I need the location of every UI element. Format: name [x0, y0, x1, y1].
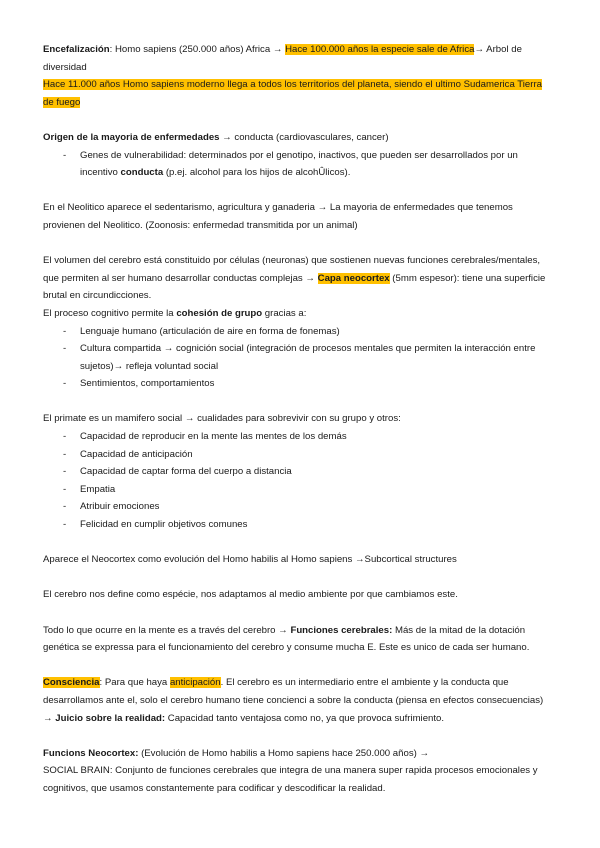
list-cualidades	[43, 428, 555, 534]
paragraph-proceso-cognitivo	[43, 305, 555, 323]
list-item: - Lenguaje humano (articulación de aire en forma de fonemas)	[43, 323, 555, 341]
text: gracias a:	[262, 307, 307, 319]
paragraph-origen	[43, 129, 555, 147]
text: El proceso cognitivo permite la	[43, 307, 177, 319]
paragraph-cerebro-define: El cerebro nos define como espécie, nos adaptamos al medio ambiente por que cambiamos este.	[43, 589, 458, 601]
paragraph-11000	[43, 76, 555, 111]
term-encefalizacion: Encefalización	[43, 44, 110, 55]
highlight-11000: Hace 11.000 años Homo sapiens moderno llega a todos los territorios del planeta, siendo el ultimo Sudamerica Tierra de fuego	[43, 79, 542, 108]
paragraph-social-brain: SOCIAL BRAIN: Conjunto de funciones cerebrales que integra de una manera super rapida procesos emocionales y cognitivos, que usamos constantemente para codificar y descodificar la realidad.	[43, 765, 538, 794]
text: Genes de vulnerabilidad: determinados por el genotipo, inactivos, que pueden ser desarrollados por un incentivo	[80, 149, 518, 179]
text: (p.ej. alcohol para los hijos de alcohÛlicos).	[163, 167, 351, 179]
text: → Arbol de diversidad	[43, 44, 522, 73]
term-conducta: conducta	[120, 167, 164, 179]
highlight-consciencia: Consciencia	[43, 677, 100, 689]
term-funcions-neocortex: Funcions Neocortex:	[43, 747, 139, 759]
term-funciones-cerebrales: Funciones cerebrales:	[290, 624, 393, 636]
highlight-anticipacion: anticipación	[169, 677, 221, 689]
list-item: - Atribuir emociones	[43, 498, 555, 516]
text: Capacidad tanto ventajosa como no, ya que provoca sufrimiento.	[165, 712, 445, 724]
paragraph-primate: El primate es un mamifero social → cualidades para sobrevivir con su grupo y otros:	[43, 413, 401, 425]
paragraph-encefalizacion	[43, 41, 555, 76]
text: → conducta (cardiovasculares, cancer)	[219, 131, 389, 143]
list-item: - Sentimientos, comportamientos	[43, 375, 555, 393]
text: : Homo sapiens (250.000 años) Africa →	[109, 44, 286, 55]
term-cohesion: cohesión de grupo	[176, 307, 263, 319]
paragraph-neocortex-evolucion: Aparece el Neocortex como evolución del Homo habilis al Homo sapiens →Subcortical structures	[43, 554, 457, 566]
list-cohesion	[43, 323, 555, 393]
paragraph-funcions-neocortex	[43, 745, 555, 763]
list-origen	[43, 147, 555, 182]
list-item: - Capacidad de captar forma del cuerpo a distancia	[43, 463, 555, 481]
list-item: - Felicidad en cumplir objetivos comunes	[43, 516, 555, 534]
term-juicio-realidad: Juicio sobre la realidad:	[55, 712, 166, 724]
highlight-capa-neocortex: Capa neocortex	[317, 272, 390, 284]
paragraph-consciencia	[43, 674, 555, 727]
highlight-100000: Hace 100.000 años la especie sale de Africa	[285, 44, 475, 55]
list-item: - Capacidad de anticipación	[43, 446, 555, 464]
term-origen-enfermedades: Origen de la mayoria de enfermedades	[43, 131, 220, 143]
list-item: - Cultura compartida → cognición social (integración de procesos mentales que permiten la interacción entre sujetos)→ refleja voluntad social	[43, 340, 555, 375]
text: (5mm espesor): tiene una superficie brutal en circundicciones.	[43, 272, 546, 302]
paragraph-volumen-cerebro	[43, 252, 555, 305]
text: (Evolución de Homo habilis a Homo sapiens hace 250.000 años) →	[138, 747, 430, 759]
list-item	[43, 147, 555, 182]
text: . El cerebro es un intermediario entre el ambiente y la conducta que desarrollamos ante el, solo el cerebro humano tiene concienci a sobre la conducta (piensa en efectos consecuencias) →	[43, 677, 544, 724]
text: Todo lo que ocurre en la mente es a través del cerebro →	[43, 624, 291, 636]
list-item: - Capacidad de reproducir en la mente las mentes de los demás	[43, 428, 555, 446]
text: : Para que haya	[99, 677, 170, 689]
paragraph-funciones-cerebrales	[43, 622, 555, 657]
text: Más de la mitad de la dotación genética se expressa para el funcionamiento del cerebro y consume mucha E. Este es unico de cada ser humano.	[43, 624, 530, 654]
text: El volumen del cerebro está constituido por células (neuronas) que sostienen nuevas funciones cerebrales/mentales, que permiten al ser humano desarrollar conductas complejas →	[43, 255, 541, 284]
list-item: - Empatia	[43, 481, 555, 499]
document-body	[43, 41, 555, 798]
paragraph-neolitico: En el Neolitico aparece el sedentarismo, agricultura y ganaderia → La mayoria de enfermedades que tenemos provienen del Neolitico. (Zoonosis: enfermedad transmitida por un animal)	[43, 202, 513, 231]
